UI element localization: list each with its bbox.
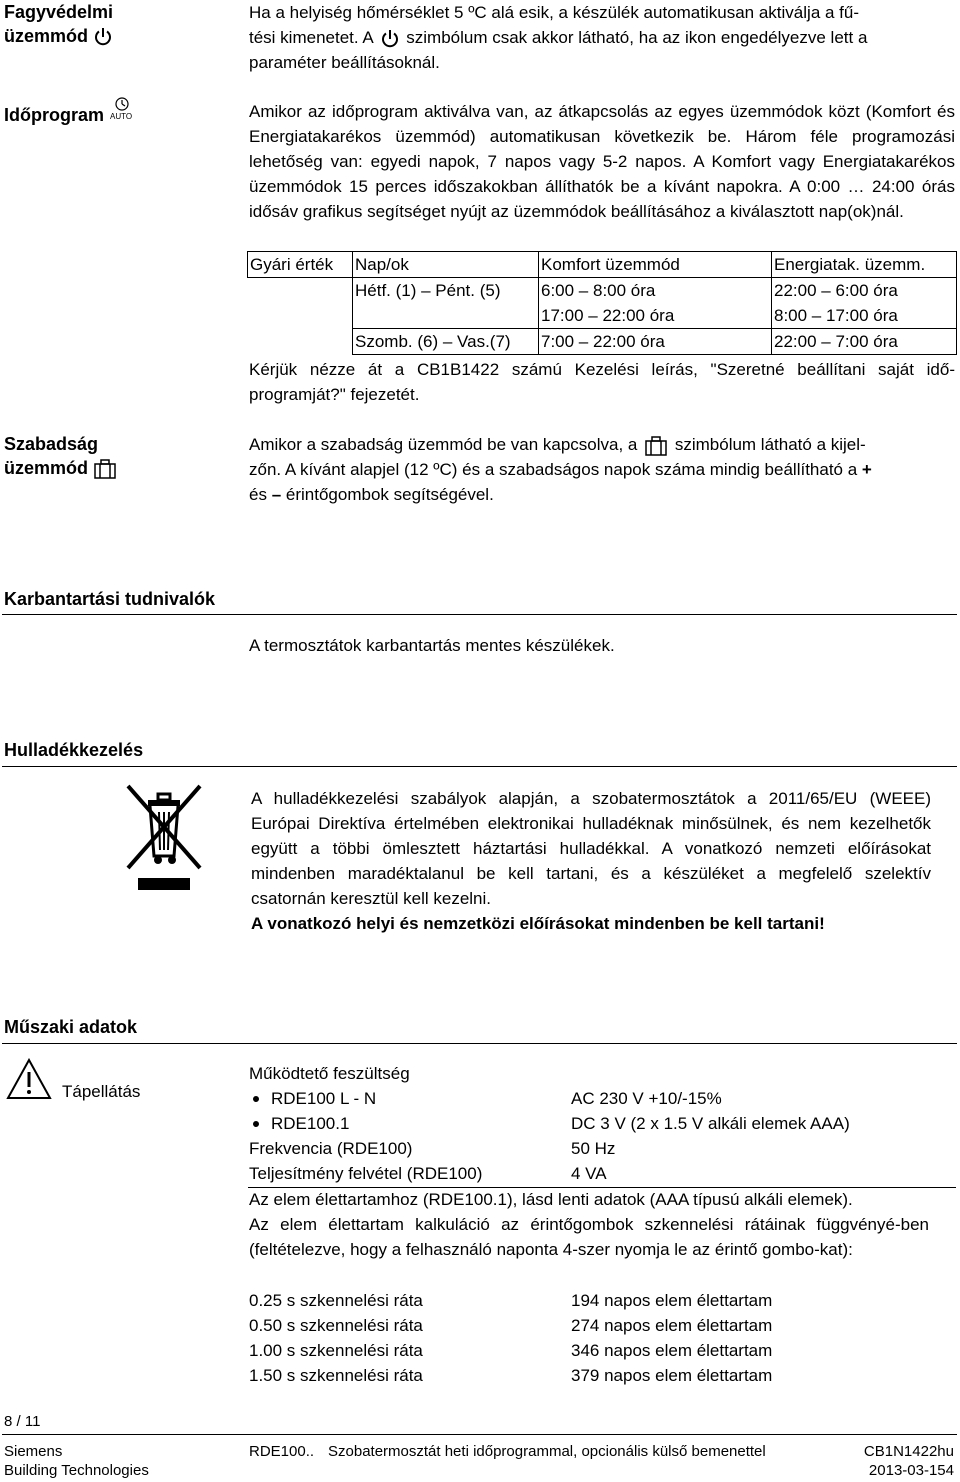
table-row: Gyári érték Nap/ok Komfort üzemmód Energiatak. üzemm. [248,252,957,278]
program-label: Időprogram AUTO [4,99,135,127]
battery-note: Az elem élettartamhoz (RDE100.1), lásd lenti adatok (AAA típusú alkáli elemek). [249,1190,853,1209]
warning-icon [6,1058,52,1100]
waste-title: Hulladékkezelés [4,740,144,760]
bullet [253,1121,259,1127]
waste-text: A hulladékkezelési szabályok alapján, a szobatermosztátok a 2011/65/EU (WEEE) Európai Direktíva értelmében elektronikai hulladéknak minősülnek, és nem kezelhetők együtt a többi ömlesztett háztartási hulladékkal. A vonatkozó nemzeti előírásokat mindenben maradéktalanul be kell tartani, és a készüléket a megfelelő szelektív csatornán keresztül kell kezelni. [251,789,931,908]
tech-row: Frekvencia (RDE100) 50 Hz [249,1139,616,1158]
scan-row: 1.00 s szkennelési ráta 346 napos elem élettartam [249,1341,773,1360]
footer-divider [2,1434,957,1435]
holiday-text: Amikor a szabadság üzemmód be van kapcsolva, a szimbólum látható a kijel- zőn. A kívánt alapjel (12 ºC) és a szabadságos napok száma mindig beállítható a + és – érintőgombok segítségével. [249,435,872,504]
bullet [253,1096,259,1102]
maintenance-title: Karbantartási tudnivalók [4,589,216,609]
calc-text: Az elem élettartam kalkuláció az érintőgombok szkennelési rátáinak függvényé-ben (feltételezve, hogy a felhasználó naponta 4-szer nyomja le az érintő gombo-kat): [249,1215,929,1259]
weee-bin-icon [124,782,204,892]
supply-label: Tápellátás [62,1082,141,1101]
footer-product: RDE100.. [249,1443,315,1460]
scan-row: 1.50 s szkennelési ráta 379 napos elem élettartam [249,1366,773,1385]
section-divider [2,614,957,615]
tech-row: Teljesítmény felvétel (RDE100) 4 VA [249,1164,607,1183]
section-divider [2,766,957,767]
waste-bold-text: A vonatkozó helyi és nemzetközi előírásokat mindenben be kell tartani! [251,914,825,933]
scan-row: 0.50 s szkennelési ráta 274 napos elem élettartam [249,1316,773,1335]
suitcase-icon [644,436,668,456]
footer-doc-id: CB1N1422hu 2013-03-154 [863,1443,954,1479]
footer-company: Siemens Building Technologies [4,1443,149,1479]
table-row: Hétf. (1) – Pént. (5) 6:00 – 8:00 óra 17:00 – 22:00 óra 22:00 – 6:00 óra 8:00 – 17:00 óra [248,278,957,329]
power-icon [380,29,400,49]
program-text: Amikor az időprogram aktiválva van, az átkapcsolás az egyes üzemmódok közt (Komfort és Energiatakarékos üzemmód) automatikusan következik be. Három féle programozási lehetőség van: egyedi napok, 7 napos vagy 5-2 napos. A Komfort vagy Energiatakarékos üzemmódok 15 perces időszakokban állíthatók be a kívánt napokra. A 0:00 … 24:00 órás idősáv grafikus segítséget nyújt az üzemmódok beállításához a kiválasztott nap(ok)nál. [249,102,955,221]
section-divider [2,1043,957,1044]
frost-text: Ha a helyiség hőmérséklet 5 ºC alá esik, a készülék automatikusan aktiválja a fű- tési kimenetet. A szimbólum csak akkor látható, ha az ikon engedélyezve lett a paraméter beállításoknál. [249,3,868,72]
suitcase-icon [93,459,117,479]
frost-label: Fagyvédelmi üzemmód [4,2,114,46]
tech-row: RDE100.1 DC 3 V (2 x 1.5 V alkáli elemek AAA) [249,1111,955,1136]
footer-description: Szobatermosztát heti időprogrammal, opcionális külső bemenettel [328,1443,766,1460]
voltage-title: Működtető feszültség [249,1064,410,1083]
table-row: Szomb. (6) – Vas.(7) 7:00 – 22:00 óra 22:00 – 7:00 óra [248,329,957,355]
program-defaults-table [247,251,957,355]
power-icon [93,27,113,47]
clock-auto-icon: AUTO [109,99,135,125]
maintenance-text: A termosztátok karbantartás mentes készülékek. [249,636,615,655]
program-note: Kérjük nézze át a CB1B1422 számú Kezelési leírás, "Szeretné beállítani saját idő-programját?" fejezetét. [249,360,955,404]
scan-row: 0.25 s szkennelési ráta 194 napos elem élettartam [249,1291,773,1310]
tech-row: RDE100 L - N AC 230 V +10/-15% [249,1086,955,1111]
tech-title: Műszaki adatok [4,1017,138,1037]
holiday-label: Szabadság üzemmód [4,432,117,480]
page-number: 8 / 11 [4,1413,41,1430]
